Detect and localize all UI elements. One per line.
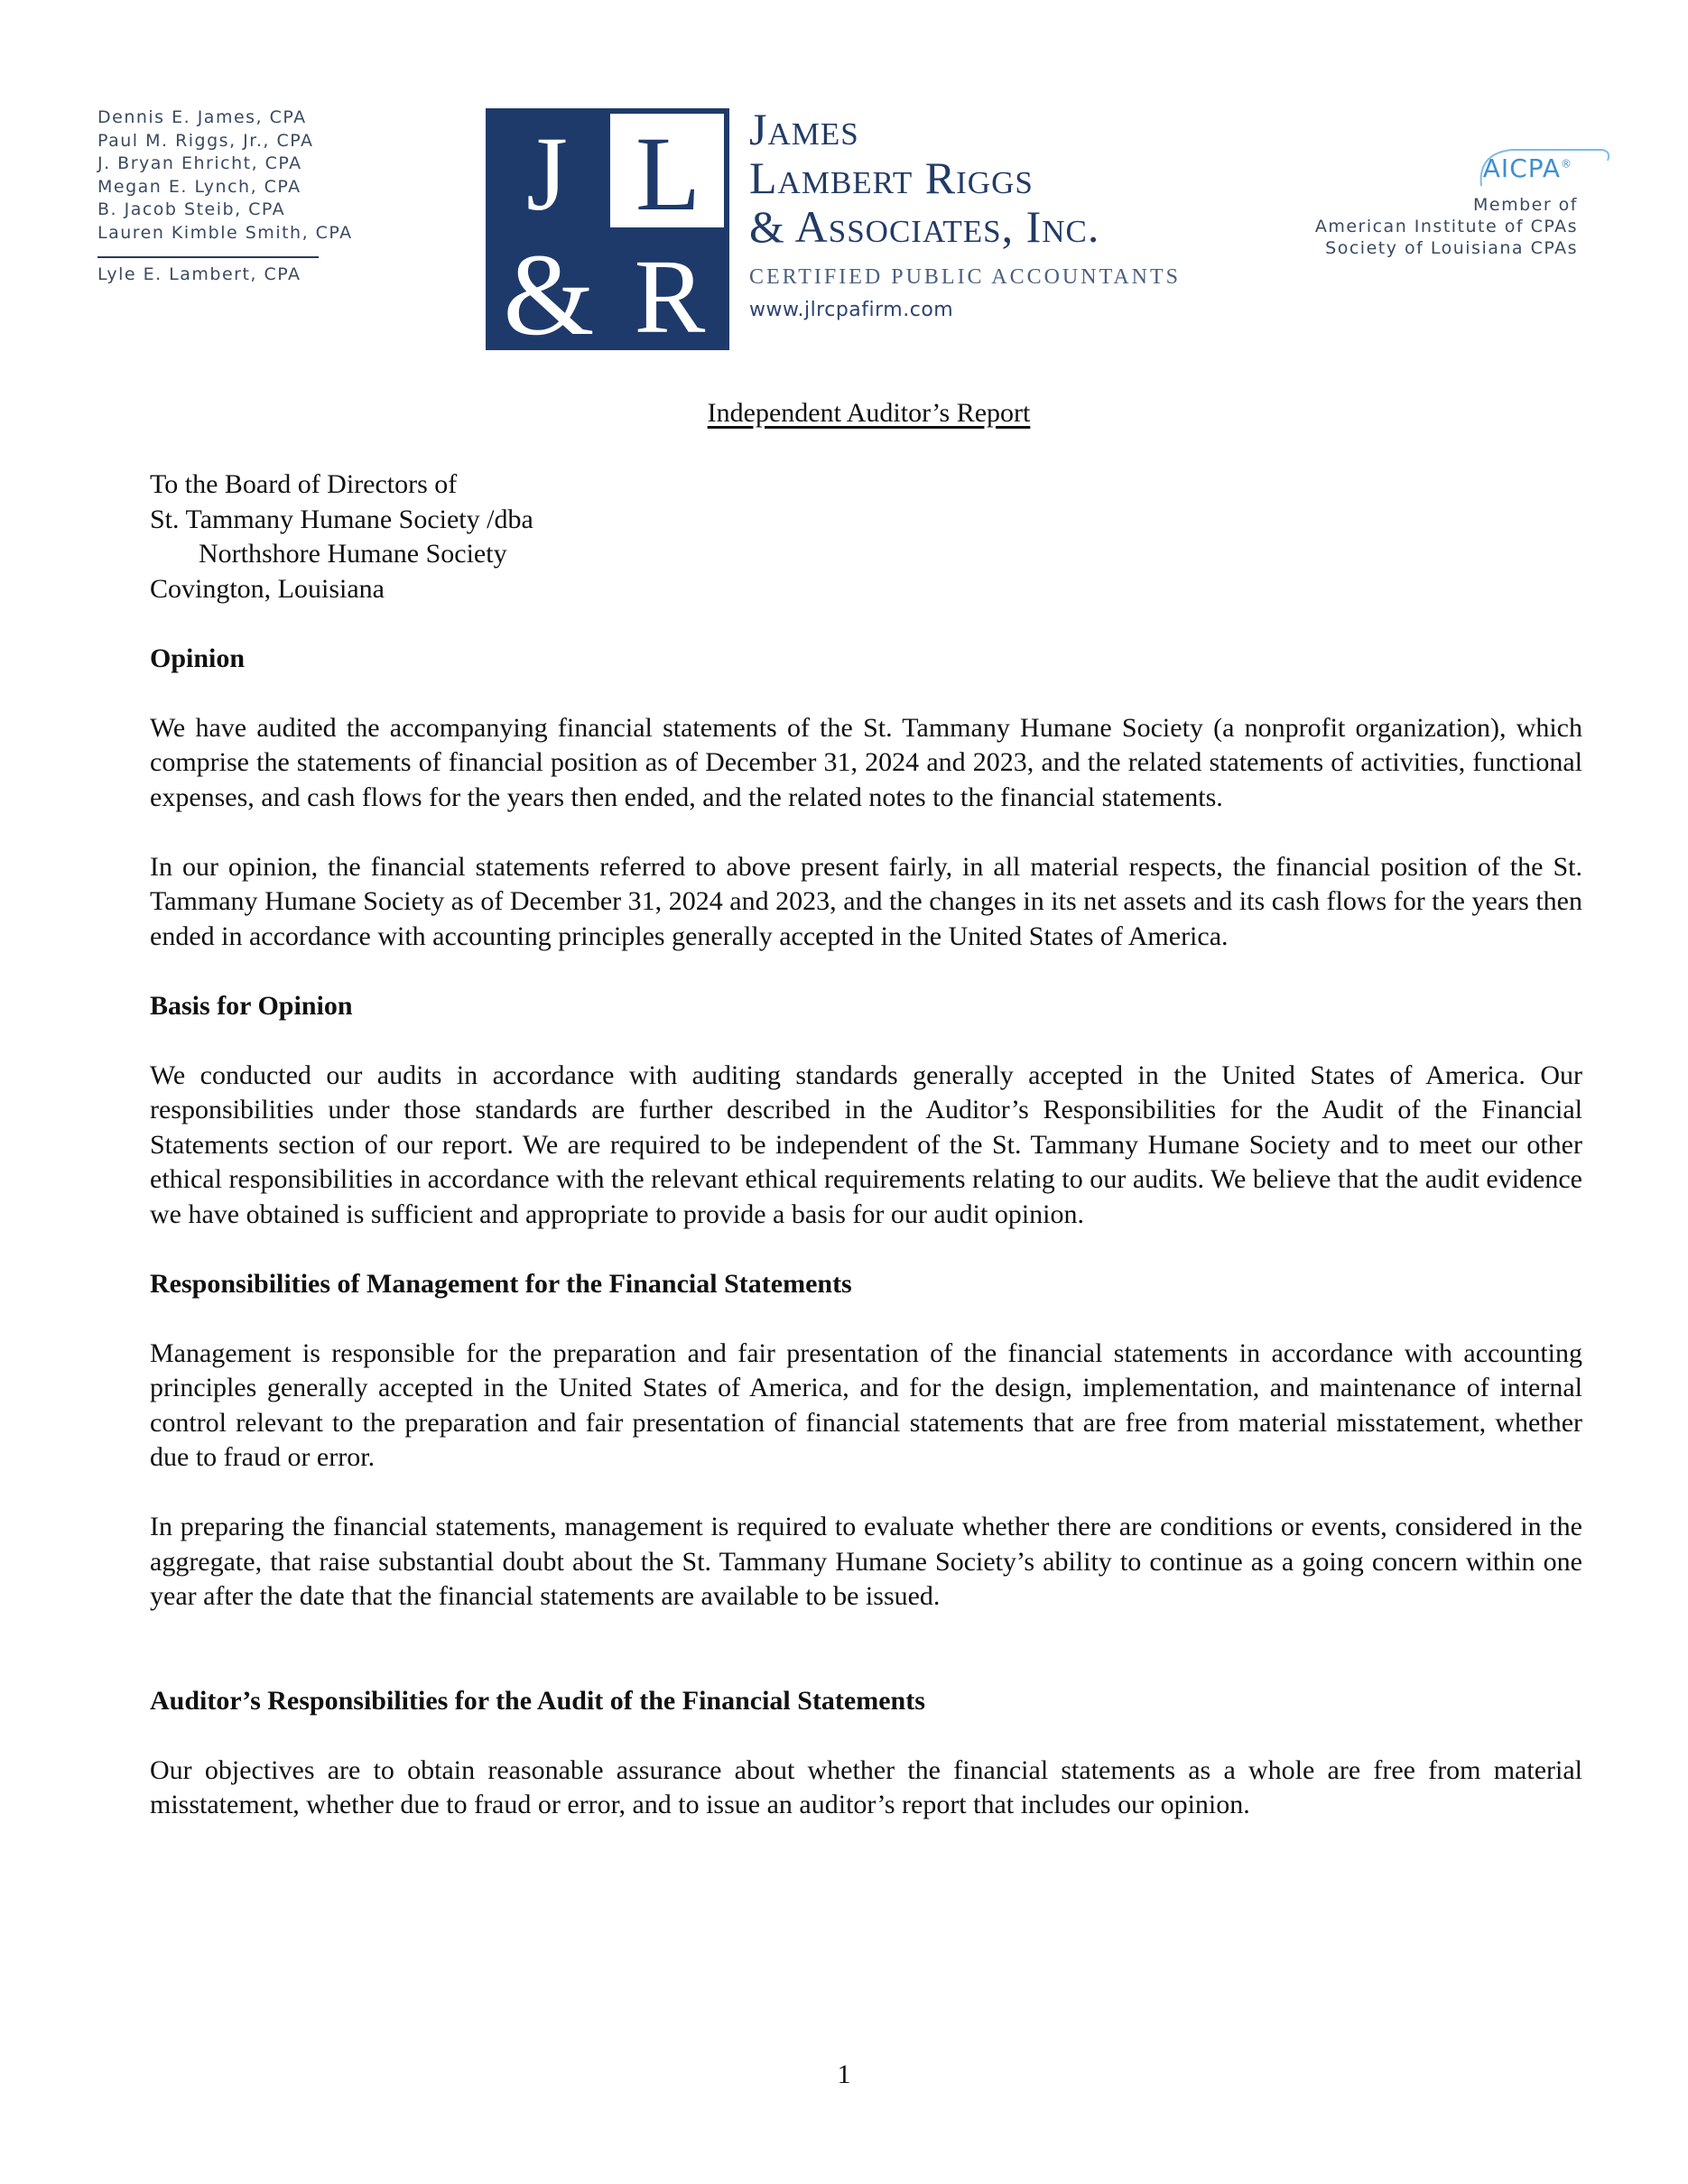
firm-subtitle: CERTIFIED PUBLIC ACCOUNTANTS [749, 265, 1181, 289]
page-number: 1 [837, 2059, 851, 2089]
management-paragraph: In preparing the financial statements, management is required to evaluate whether there are conditions or events, considered in the aggregate, that raise substantial doubt about the St. Tammany Humane Society’s ability to continue as a going concern within one year after the date that the financial statements are available to be issued. [150, 1512, 1582, 1611]
retired-partner-name: Lyle E. Lambert, CPA [97, 264, 301, 284]
addressee-line: St. Tammany Humane Society /dba [150, 504, 533, 534]
partner-list [97, 106, 353, 287]
section-heading-opinion: Opinion [150, 643, 246, 673]
partner-name: Megan E. Lynch, CPA [97, 176, 301, 197]
membership-line: Member of [1472, 195, 1578, 215]
report-body [150, 467, 1582, 1823]
logo-ampersand: & [503, 230, 595, 350]
logo-letter-j: J [526, 115, 568, 233]
opinion-paragraph: In our opinion, the financial statements referred to above present fairly, in all material respects, the financial position of the St. Tammany Humane Society as of December 31, 2024 and 2023, and the changes in its net assets and its cash flows for the years then ended in accordance with accounting principles generally accepted in the United States of America. [150, 851, 1582, 951]
section-heading-auditor: Auditor’s Responsibilities for the Audit of the Financial Statements [150, 1685, 925, 1716]
partner-name: Lauren Kimble Smith, CPA [97, 222, 353, 243]
firm-logo [486, 108, 729, 350]
aicpa-swoosh-icon [1476, 144, 1611, 191]
aicpa-logo-text: AICPA [1482, 153, 1561, 183]
aicpa-membership [1315, 153, 1578, 259]
basis-paragraph: We conducted our audits in accordance with auditing standards generally accepted in the United States of America. Our responsibilities under those standards are further described in the Auditor’s Responsibilities for the Audit of the Financial Statements section of our report. We are required to be independent of the St. Tammany Humane Society and to meet our other ethical responsibilities in accordance with the relevant ethical requirements relating to our audits. We believe that the audit evidence we have obtained is sufficient and appropriate to provide a basis for our audit opinion. [150, 1060, 1582, 1229]
partner-divider [97, 256, 319, 258]
logo-letter-r: R [634, 237, 706, 350]
logo-letter-l: L [635, 115, 701, 233]
report-title: Independent Auditor’s Report [707, 398, 1031, 428]
firm-name-line: Lambert Riggs [749, 153, 1034, 203]
section-heading-management: Responsibilities of Management for the Financial Statements [150, 1268, 852, 1299]
addressee-line: Northshore Humane Society [199, 539, 507, 569]
membership-line: American Institute of CPAs [1314, 217, 1578, 236]
partner-name: J. Bryan Ehricht, CPA [97, 153, 302, 173]
partner-name: B. Jacob Steib, CPA [97, 199, 286, 219]
addressee-line: Covington, Louisiana [150, 573, 385, 604]
membership-line: Society of Louisiana CPAs [1325, 238, 1578, 258]
management-paragraph: Management is responsible for the preparation and fair presentation of the financial statements in accordance with accounting principles generally accepted in the United States of America, and for the design, implementation, and maintenance of internal control relevant to the preparation and fair presentation of financial statements that are free from material misstatement, whether due to fraud or error. [150, 1337, 1582, 1472]
addressee-line: To the Board of Directors of [150, 469, 458, 499]
firm-name-line: James [749, 104, 859, 154]
section-heading-basis: Basis for Opinion [150, 990, 353, 1021]
firm-name-block [749, 105, 1181, 321]
partner-name: Dennis E. James, CPA [97, 107, 307, 127]
addressee-block [150, 467, 1582, 606]
partner-name: Paul M. Riggs, Jr., CPA [97, 130, 314, 151]
auditor-paragraph: Our objectives are to obtain reasonable assurance about whether the financial statements as a whole are free from material misstatement, whether due to fraud or error, and to issue an auditor’s report that includes our opinion. [150, 1754, 1582, 1819]
firm-name-line: & Associates, Inc. [749, 201, 1100, 252]
opinion-paragraph: We have audited the accompanying financial statements of the St. Tammany Humane Society (a nonprofit organization), which comprise the statements of financial position as of December 31, 2024 and 2023, and the related statements of activities, functional expenses, and cash flows for the years then ended, and the related notes to the financial statements. [150, 712, 1582, 812]
firm-website: www.jlrcpafirm.com [749, 299, 954, 321]
aicpa-logo: AICPA® [1483, 153, 1572, 183]
